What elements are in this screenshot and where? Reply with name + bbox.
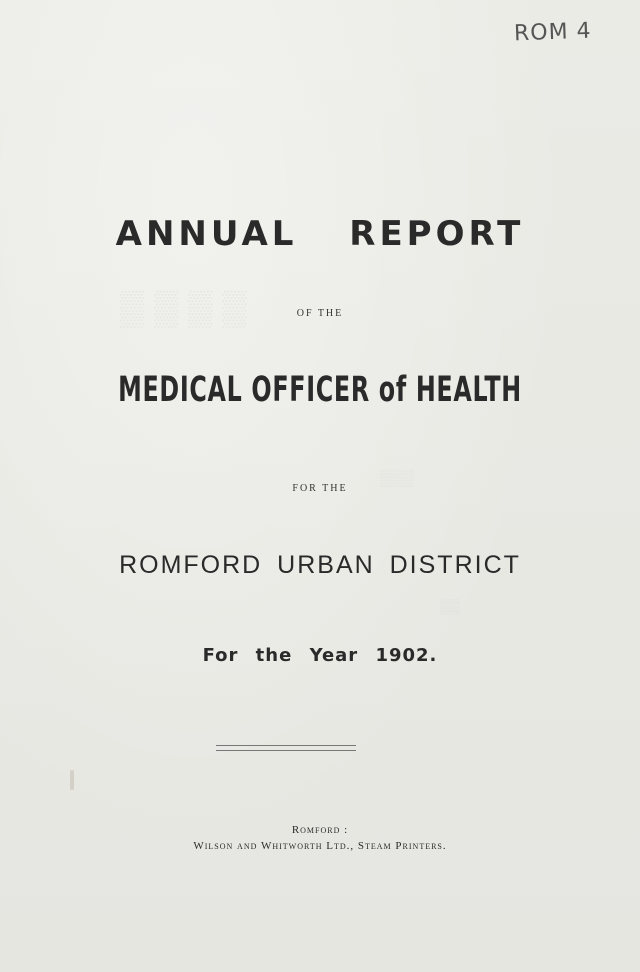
printer-credit: Wilson and Whitworth Ltd., Steam Printers. (193, 840, 447, 852)
connector-for-the: FOR THE (292, 483, 348, 494)
report-subtitle: MEDICAL OFFICER of HEALTH (118, 370, 522, 410)
bleed-through-text: ▒▒ (440, 600, 460, 615)
divider-rule (216, 745, 356, 751)
paper-stain (70, 770, 74, 790)
bleed-through-text: ▒▒▒▒ (120, 290, 257, 327)
district-name: ROMFORD URBAN DISTRICT (119, 551, 521, 579)
bleed-through-text: ▒▒▒ (380, 470, 415, 487)
handwritten-note: ROM 4 (514, 18, 593, 47)
connector-of-the: OF THE (296, 308, 344, 319)
report-year: For the Year 1902. (202, 645, 438, 666)
report-title: ANNUAL REPORT (115, 214, 525, 254)
printer-place: Romford : (291, 824, 349, 836)
